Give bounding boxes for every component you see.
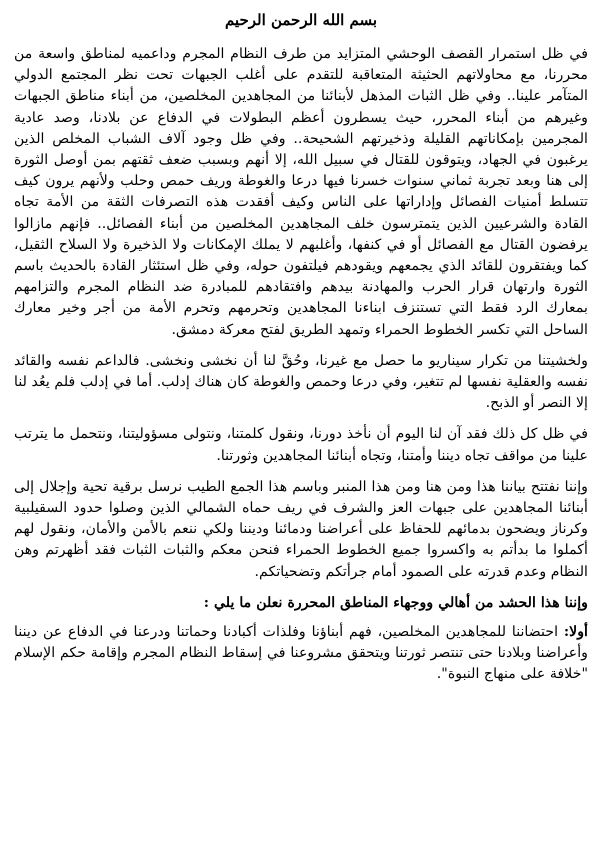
basmala-title: بسم الله الرحمن الرحيم <box>224 11 378 29</box>
point-item <box>14 622 588 686</box>
point-label: أولا: <box>563 624 588 641</box>
paragraph-fear: ولخشيتنا من تكرار سيناريو ما حصل مع غيرنا، وحُقَّ لنا أن نخشى ونخشى. فالداعم نفسه والقائد نفسه والعقلية نفسها لم تتغير، وفي درعا وحمص والغوطة كان هناك إدلب. أما في إدلب فلم يعُد لنا إلا النصر أو الذبح. <box>14 352 588 412</box>
paragraph-greeting: وإننا نفتتح بياننا هذا ومن هنا ومن هذا المنبر وباسم هذا الجمع الطيب نرسل برقية تحية وإجلال إلى أبنائنا المجاهدين على جبهات العز والشرف في ريف حماه الشمالي الذين وصلوا حدود السقيلبية وكرناز ويضحون بدمائهم للحفاظ على أعراضنا ودمائنا وديننا ولكي ننعم بالأمن والأمان، ونقول لهم أكملوا ما بدأتم به واكسروا جميع الخطوط الحمراء فنحن معكم والثبات الثبات فقد أظهرتم وهن النظام وعدم قدرته على الصمود أمام جرأتكم وتضحياتكم. <box>14 478 588 580</box>
point-text: احتضاننا للمجاهدين المخلصين، فهم أبناؤنا وفلذات أكبادنا وحماتنا ودرعنا في الدفاع عن ديننا وأعراضنا وبلادنا حتى تنتصر ثورتنا ويتحقق مشروعنا في إسقاط النظام المجرم وإقامة حكم الإسلام "خلافة على منهاج النبوة". <box>14 624 588 683</box>
paragraph-responsibility: في ظل كل ذلك فقد آن لنا اليوم أن نأخذ دورنا، ونقول كلمتنا، ونتولى مسؤوليتنا، ونتحمل ما يترتب علينا من مواقف تجاه ديننا وأمتنا، وتجاه أبنائنا المجاهدين وثورتنا. <box>14 426 588 464</box>
paragraph-context: في ظل استمرار القصف الوحشي المتزايد من طرف النظام المجرم وداعميه لمناطق واسعة من محررنا، مع محاولاتهم الحثيثة المتعاقبة للتقدم على أغلب الجبهات تحت نظر المجتمع الدولي المتآمر علينا.. وفي ظل الثبات المذهل لأبنائنا من المجاهدين المخلصين، من أبناء مناطق الجبهات وغيرهم من أبناء المحرر، حيث يسطرون أعظم البطولات في الدفاع عن بلادنا، وصد عادية المجرمين بإمكاناتهم القليلة وذخيرتهم الشحيحة.. وفي ظل وجود آلاف الشباب المخلص الذين يرغبون في الجهاد، ويتوقون للقتال في سبيل الله، إلا أنهم وبسبب ضعف ثقتهم بمن أوصل الثورة إلى هنا وبعد تجربة ثماني سنوات خسرنا فيها درعا والغوطة وريف حمص وحلب ولأنهم يرون كيف تتسلط أمنيات الفصائل وإداراتها على الناس وكيف أفقدت هذه التصرفات الثقة من الأمة تجاه القادة والشرعيين الذين يتمترسون خلف المجاهدين المخلصين من أبناء الفصائل.. فإنهم مازالوا يرفضون القتال مع الفصائل أو في كنفها، وأغلبهم لا يملك الإمكانات ولا الذخيرة ولا السلاح الثقيل، كما ويفتقرون للقائد الذي يجمعهم ويقودهم فيلتفون حوله، وفي ظل استئثار القادة بالحديث باسم الثورة وارتهان قرار الحرب والمهادنة بيدهم وافتقادهم للمبادرة ضد النظام المجرم والتزامهم بمعارك الرد فقط التي تستنزف ابناءنا المجاهدين وتحرمهم وتحرم الأمة من أجر وخير معارك الساحل التي تكسر الخطوط الحمراء وتمهد الطريق لفتح معركة دمشق. <box>14 46 588 338</box>
declaration-heading: وإننا هذا الحشد من أهالي ووجهاء المناطق المحررة نعلن ما يلي : <box>203 594 588 611</box>
